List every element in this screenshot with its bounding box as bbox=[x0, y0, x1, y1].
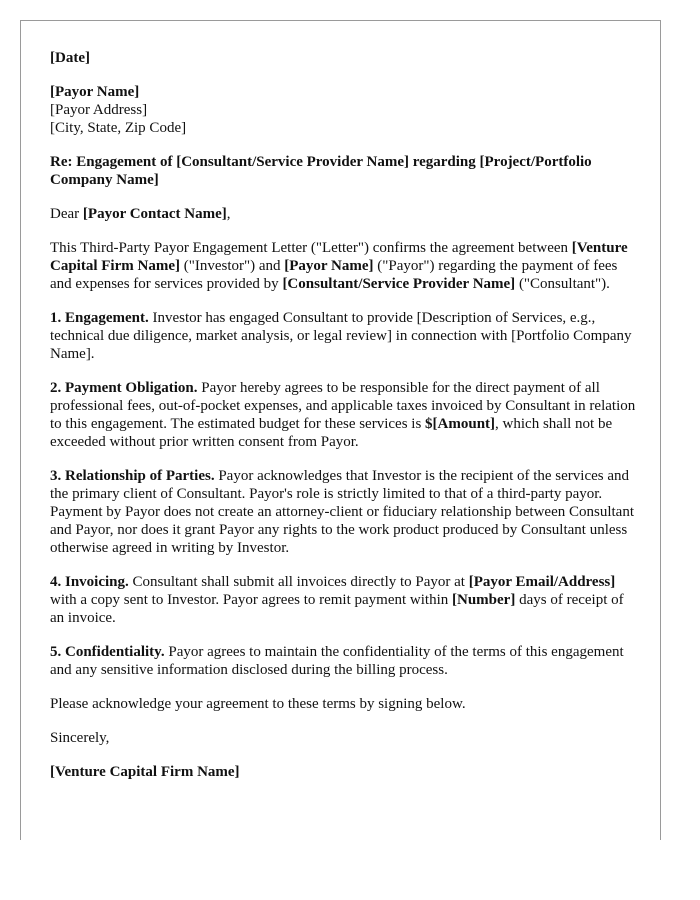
section-heading: 4. Invoicing. bbox=[50, 574, 129, 590]
section-confidentiality bbox=[50, 643, 636, 679]
payor-address-block bbox=[50, 83, 636, 137]
section-heading: 1. Engagement. bbox=[50, 310, 149, 326]
payor-city: [City, State, Zip Code] bbox=[50, 120, 187, 136]
section-relationship bbox=[50, 467, 636, 557]
payor-email-placeholder: [Payor Email/Address] bbox=[468, 574, 616, 590]
section-engagement bbox=[50, 309, 636, 363]
section-text: Payor hereby agrees to be responsible for the direct payment of all professional fees, out-of-pocket expenses, and applicable taxes invoiced by Consultant in relation to this engagement. The estimated budget for these services is bbox=[50, 380, 636, 432]
payor-name: [Payor Name] bbox=[50, 84, 140, 100]
section-text: Payor agrees to maintain the confidentiality of the terms of this engagement and any sensitive information disclosed during the billing process. bbox=[50, 644, 624, 678]
section-heading: 2. Payment Obligation. bbox=[50, 380, 198, 396]
intro-payor-name: [Payor Name] bbox=[284, 258, 374, 274]
payor-address: [Payor Address] bbox=[50, 102, 148, 118]
section-text: Payor acknowledges that Investor is the recipient of the services and the primary client of Consultant. Payor's role is strictly limited to that of a third-party payor. Payment by Payor does not create an attorney-client or fiduciary relationship between Consultant and Payor, nor does it grant Payor any rights to the work product produced by Consultant unless otherwise agreed in writing by Investor. bbox=[50, 468, 634, 556]
signature-firm-name: [Venture Capital Firm Name] bbox=[50, 764, 240, 780]
date-text: [Date] bbox=[50, 50, 90, 66]
acknowledge-line: Please acknowledge your agreement to these terms by signing below. bbox=[50, 696, 466, 712]
closing: Sincerely, bbox=[50, 730, 110, 746]
section-text: with a copy sent to Investor. Payor agrees to remit payment within bbox=[50, 592, 452, 608]
letter-body bbox=[50, 49, 636, 797]
greeting-prefix: Dear bbox=[50, 206, 83, 222]
intro-consultant-name: [Consultant/Service Provider Name] bbox=[282, 276, 516, 292]
greeting-name: [Payor Contact Name] bbox=[82, 206, 227, 222]
signature-block bbox=[50, 763, 636, 781]
section-text: Consultant shall submit all invoices directly to Payor at bbox=[128, 574, 469, 590]
section-heading: 5. Confidentiality. bbox=[50, 644, 165, 660]
section-text: days of receipt of an invoice. bbox=[50, 592, 624, 626]
greeting bbox=[50, 205, 636, 223]
section-text: , which shall not be exceeded without prior written consent from Payor. bbox=[50, 416, 613, 450]
section-text: Investor has engaged Consultant to provide [Description of Services, e.g., technical due diligence, market analysis, or legal review] in connection with [Portfolio Company Name]. bbox=[50, 310, 632, 362]
number-placeholder: [Number] bbox=[452, 592, 516, 608]
amount-placeholder: $[Amount] bbox=[425, 416, 496, 432]
greeting-suffix: , bbox=[226, 206, 231, 222]
intro-investor-name: [Venture Capital Firm Name] bbox=[50, 240, 628, 274]
letter-date bbox=[50, 49, 636, 67]
intro-text-3: ("Payor") regarding the payment of fees and expenses for services provided by bbox=[50, 258, 618, 292]
section-invoicing bbox=[50, 573, 636, 627]
intro-paragraph bbox=[50, 239, 636, 293]
intro-text-1: This Third-Party Payor Engagement Letter ("Letter") confirms the agreement between bbox=[50, 240, 572, 256]
section-payment-obligation bbox=[50, 379, 636, 451]
intro-text-2: ("Investor") and bbox=[179, 258, 285, 274]
section-heading: 3. Relationship of Parties. bbox=[50, 468, 215, 484]
letter-page bbox=[20, 20, 661, 840]
subject-line bbox=[50, 153, 636, 189]
subject-text: Re: Engagement of [Consultant/Service Provider Name] regarding [Project/Portfolio Company Name] bbox=[50, 154, 592, 188]
intro-text-4: ("Consultant"). bbox=[515, 276, 610, 292]
